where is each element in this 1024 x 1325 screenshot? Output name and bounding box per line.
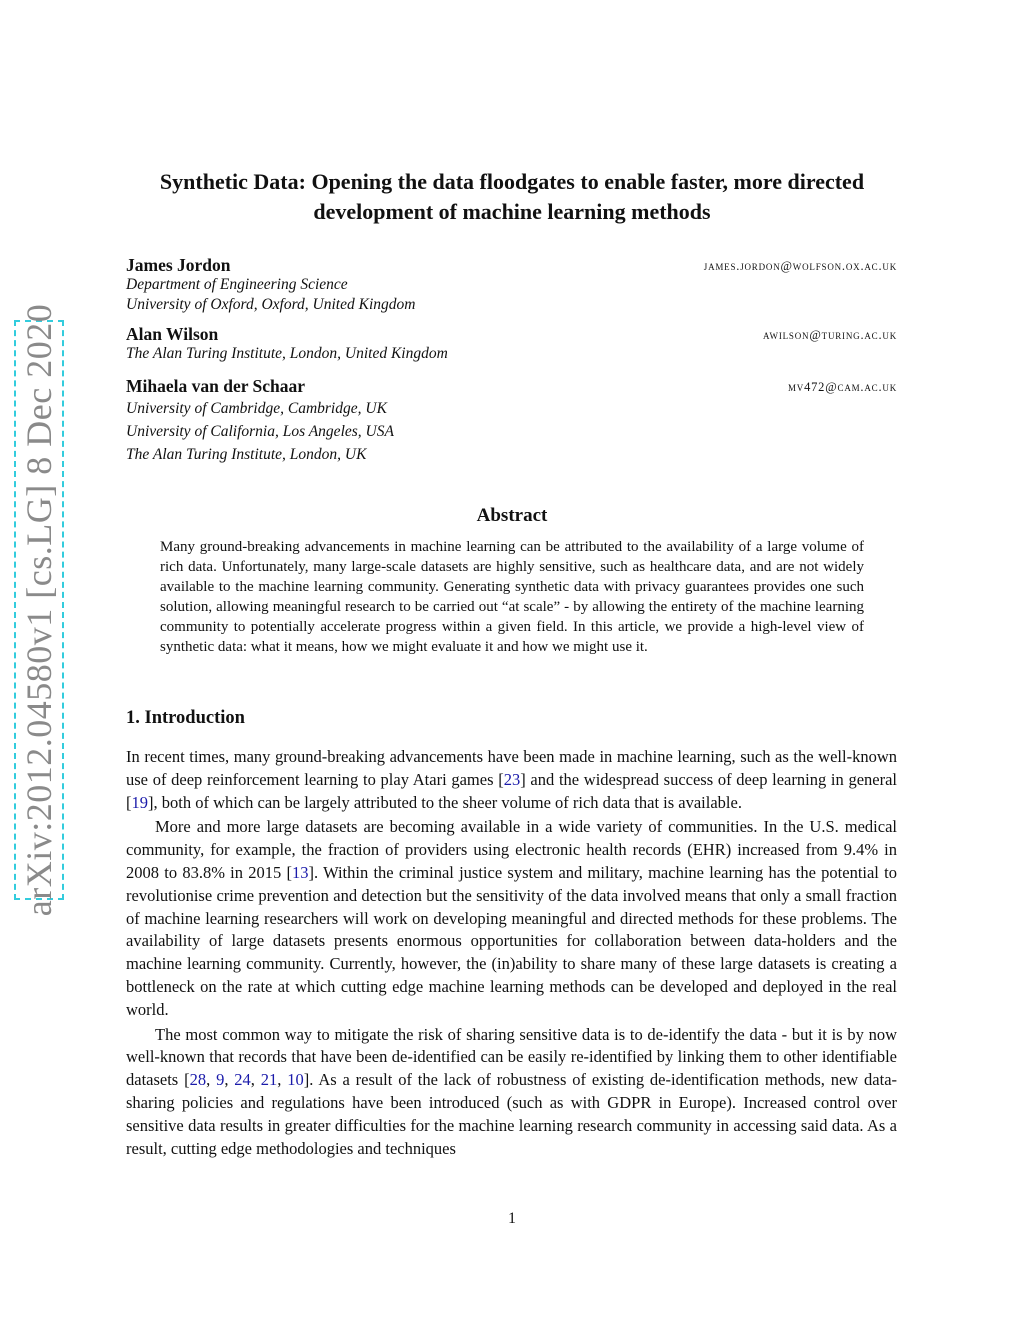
author-name: James Jordon <box>126 255 231 275</box>
paragraph: The most common way to mitigate the risk of sharing sensitive data is to de-identify the data - but it is by now well-known that records that have been de-identified can be easily re-identified by linking them to other identifiable datasets [28, 9, 24, 21, 10]. As a result of the lack of robustness of existing de-identification methods, new data-sharing policies and regulations have been introduced (such as with GDPR in Europe). Increased control over sensitive data results in greater difficulties for the machine learning research community in accessing said data. As a result, cutting edge methodologies and techniques <box>126 1024 898 1158</box>
citation-link[interactable]: 21 <box>260 1070 278 1090</box>
author-affiliation: University of California, Los Angeles, USA <box>126 423 394 440</box>
author-affiliation: The Alan Turing Institute, London, UK <box>126 446 367 463</box>
citation-link[interactable]: 10 <box>287 1070 304 1090</box>
author-affiliation: The Alan Turing Institute, London, United Kingdom <box>126 345 448 362</box>
author-name: Mihaela van der Schaar <box>126 376 306 396</box>
author-affiliation: University of Oxford, Oxford, United Kingdom <box>126 296 416 313</box>
section-body <box>126 746 897 1162</box>
citation-link[interactable]: 23 <box>503 769 521 789</box>
citation-link[interactable]: 28 <box>189 1070 207 1090</box>
author-name: Alan Wilson <box>126 324 219 344</box>
author-email[interactable]: awilson@turing.ac.uk <box>762 328 897 342</box>
author-affiliation: University of Cambridge, Cambridge, UK <box>126 400 387 417</box>
paragraph: More and more large datasets are becoming available in a wide variety of communities. In the U.S. medical community, for example, the fraction of providers using electronic health records (EHR) increased from 9.4% in 2008 to 83.8% in 2015 [13]. Within the criminal justice system and military, machine learning has the potential to revolutionise crime prevention and detection but the sensitivity of the data involved means that only a small fraction of machine learning researchers will work on developing meaningful and directed methods for these problems. The availability of large datasets presents enormous opportunities for collaboration between data-holders and the machine learning community. Currently, however, the (in)ability to share many of these large datasets is creating a bottleneck on the rate at which cutting edge machine learning methods can be developed and deployed in the real world. <box>126 817 897 1019</box>
author-affiliation: Department of Engineering Science <box>126 276 348 293</box>
paper-title: Synthetic Data: Opening the data floodgates to enable faster, more directed development of machine learning methods <box>159 169 865 224</box>
paragraph: In recent times, many ground-breaking advancements have been made in machine learning, such as the well-known use of deep reinforcement learning to play Atari games [23] and the widespread success of deep learning in general [19], both of which can be largely attributed to the sheer volume of rich data that is available. <box>126 747 898 812</box>
arxiv-side-stamp: arXiv:2012.04580v1 [cs.LG] 8 Dec 2020 <box>14 320 64 900</box>
citation-link[interactable]: 19 <box>131 792 148 812</box>
citation-link[interactable]: 9 <box>216 1070 225 1090</box>
page-number: 1 <box>508 1210 516 1227</box>
author-email[interactable]: mv472@cam.ac.uk <box>787 380 897 394</box>
abstract-heading: Abstract <box>476 505 548 526</box>
author-email[interactable]: james.jordon@wolfson.ox.ac.uk <box>703 259 897 273</box>
abstract-text: Many ground-breaking advancements in machine learning can be attributed to the availability of a large volume of rich data. Unfortunately, many large-scale datasets are highly sensitive, such as healthcare data, and are not widely available to the machine learning community. Generating synthetic data with privacy guarantees provides one such solution, allowing meaningful research to be carried out “at scale” - by allowing the entirety of the machine learning community to potentially accelerate progress within a given field. In this article, we provide a high-level view of synthetic data: what it means, how we might evaluate it and how we might use it. <box>160 539 864 655</box>
citation-link[interactable]: 13 <box>292 862 309 882</box>
citation-link[interactable]: 24 <box>234 1070 251 1090</box>
section-heading: 1. Introduction <box>126 708 245 728</box>
